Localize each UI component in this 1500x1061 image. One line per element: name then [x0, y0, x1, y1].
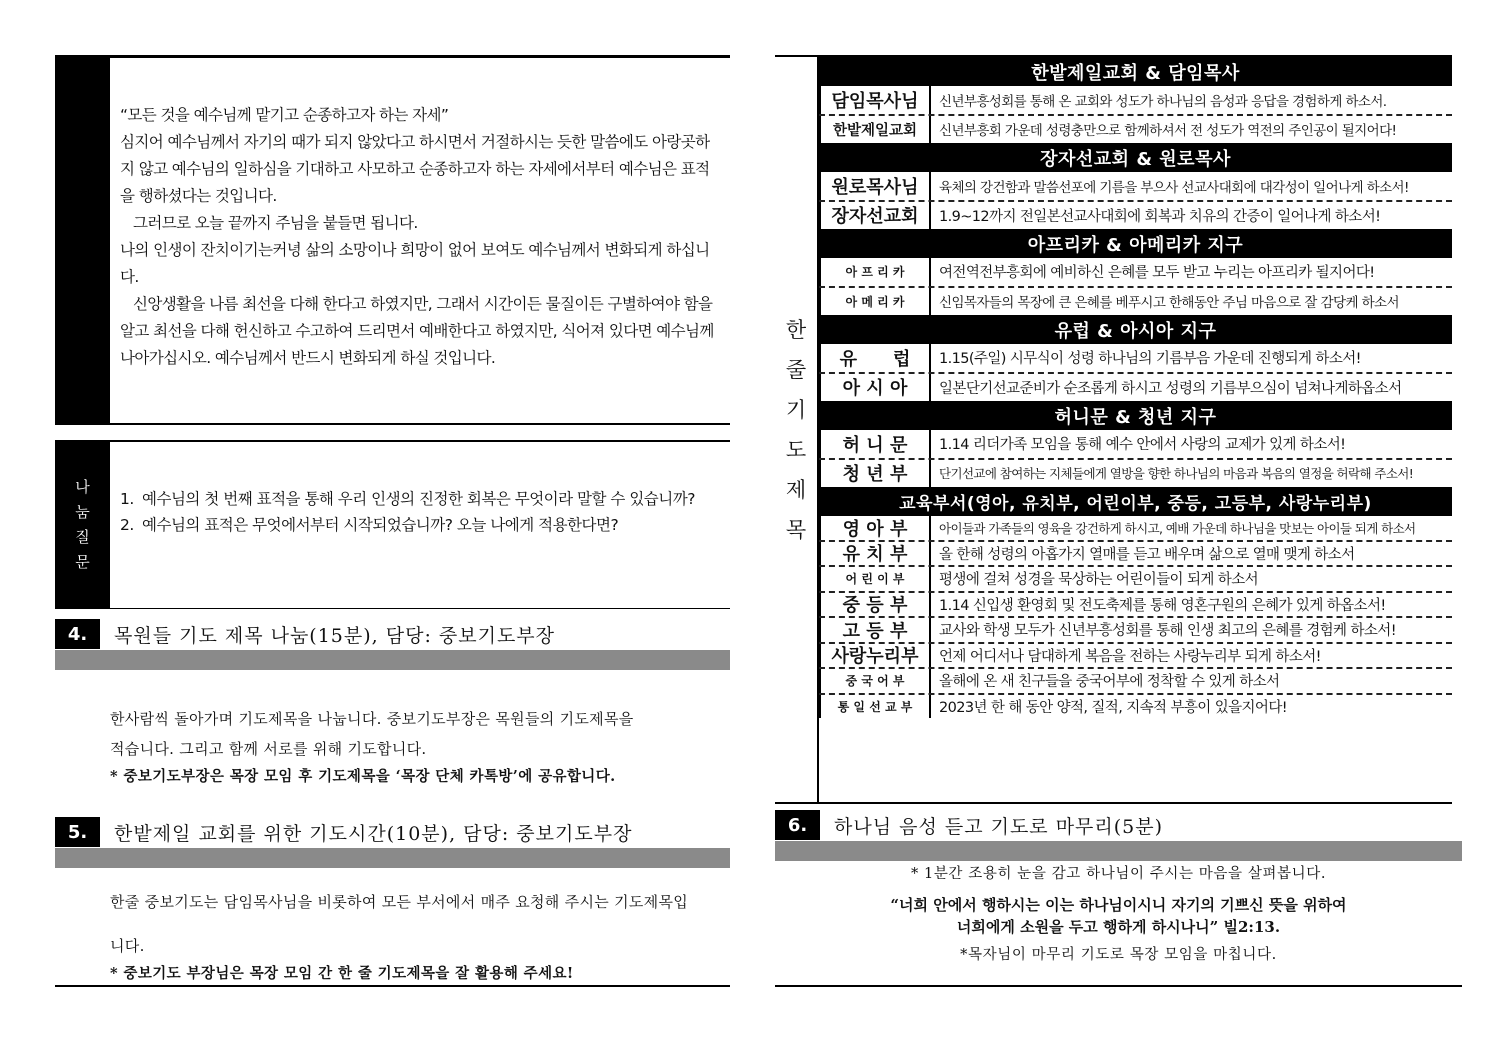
sharing-questions-box	[55, 440, 730, 609]
side-char: 나	[75, 478, 90, 496]
section-4-title: 목원들 기도 제목 나눔(15분), 담당: 중보기도부장	[114, 624, 556, 647]
prayer-row	[819, 695, 1452, 719]
prayer-row-text: 신임목자들의 목장에 큰 은혜를 베푸시고 한해동안 주님 마음으로 잘 감당케 하소서	[939, 295, 1399, 312]
section-6-number: 6.	[775, 810, 820, 840]
side-char: 기	[785, 397, 807, 422]
prayer-row-label: 유 치 부	[819, 542, 931, 566]
prayer-group-header: 아프리카 & 아메리카 지구	[819, 229, 1452, 258]
prayer-row-text: 아이들과 가족들의 영육을 강건하게 하시고, 예배 가운데 하나님을 맛보는 아이들 되게 하소서	[939, 520, 1416, 536]
prayer-row	[819, 288, 1452, 316]
section-5-body-line: 한줄 중보기도는 담임목사님을 비롯하여 모든 부서에서 매주 요청해 주시는 기도제목입	[110, 893, 689, 911]
prayer-row-label: 유 럽	[819, 344, 931, 372]
prayer-row-text: 언제 어디서나 담대하게 복음을 전하는 사랑누리부 되게 하소서!	[939, 648, 1321, 665]
meditation-paragraph: 심지어 예수님께서 자기의 때가 되지 않았다고 하시면서 거절하시는 듯한 말씀에도 아랑곳하지 않고 예수님의 일하심을 기대하고 사모하고 순종하고자 하는 자세에서부터 예수님은 표적을 행하셨다는 것입니다.	[120, 133, 710, 205]
question-number: 1.	[120, 490, 134, 508]
prayer-row	[819, 344, 1452, 374]
side-char: 도	[785, 437, 807, 462]
question-item	[120, 512, 720, 538]
section-5-note: * 중보기도 부장님은 목장 모임 간 한 줄 기도제목을 잘 활용해 주세요!	[110, 965, 574, 982]
section-5-bar	[55, 848, 730, 868]
question-item	[120, 486, 720, 512]
prayer-row-text: 1.15(주일) 시무식이 성령 하나님의 기름부음 가운데 진행되게 하소서!	[939, 351, 1361, 368]
section-4-note: * 중보기도부장은 목장 모임 후 기도제목을 ‘목장 단체 카톡방’에 공유합니다.	[110, 768, 616, 785]
left-bottom-rule	[55, 985, 730, 987]
prayer-row-text: 올해에 온 새 친구들을 중국어부에 정착할 수 있게 하소서	[939, 674, 1280, 691]
prayer-group-header: 허니문 & 청년 지구	[819, 401, 1452, 430]
prayer-row-text: 신년부흥회 가운데 성령충만으로 함께하셔서 전 성도가 역전의 주인공이 될지어다!	[939, 123, 1397, 140]
side-char: 한	[785, 317, 807, 342]
section-5-title: 한밭제일 교회를 위한 기도시간(10분), 담당: 중보기도부장	[114, 822, 633, 845]
verse-line: 너희에게 소원을 두고 행하게 하시나니” 빌2:13.	[956, 918, 1281, 936]
sharing-questions-label	[55, 442, 110, 608]
prayer-row	[819, 644, 1452, 670]
prayer-row-text: 2023년 한 해 동안 양적, 질적, 지속적 부흥이 있을지어다!	[939, 699, 1287, 716]
prayer-group-header: 장자선교회 & 원로목사	[819, 143, 1452, 172]
prayer-row-label: 한밭제일교회	[819, 116, 931, 144]
section-6-bar	[775, 841, 1462, 861]
prayer-row	[819, 116, 1452, 144]
prayer-row	[819, 172, 1452, 202]
prayer-row-label: 장자선교회	[819, 202, 931, 230]
section-6-header	[775, 810, 1462, 861]
prayer-row-label: 담임목사님	[819, 86, 931, 114]
prayer-row	[819, 593, 1452, 619]
section-4-body-line: 한사람씩 돌아가며 기도제목을 나눕니다. 중보기도부장은 목원들의 기도제목을	[110, 710, 634, 728]
prayer-row-text: 일본단기선교준비가 순조롭게 하시고 성령의 기름부으심이 넘쳐나게하옵소서	[939, 380, 1402, 397]
section-5-header	[55, 817, 730, 868]
prayer-row-label: 아 메 리 카	[819, 288, 931, 316]
prayer-row-label: 허 니 문	[819, 430, 931, 458]
prayer-row-text: 평생에 걸쳐 성경을 묵상하는 어린이들이 되게 하소서	[939, 572, 1259, 589]
prayer-row	[819, 669, 1452, 695]
section-5-number: 5.	[55, 817, 100, 847]
prayer-row-text: 교사와 학생 모두가 신년부흥성회를 통해 인생 최고의 은혜를 경험케 하소서!	[939, 623, 1396, 640]
section-5-body-line: 니다.	[110, 937, 145, 955]
prayer-list-box	[775, 55, 1452, 804]
meditation-paragraph: “모든 것을 예수님께 맡기고 순종하고자 하는 자세”	[120, 106, 449, 124]
prayer-row	[819, 542, 1452, 568]
meditation-paragraph: 나의 인생이 잔치이기는커녕 삶의 소망이나 희망이 없어 보여도 예수님께서 변화되게 하십니다.	[120, 241, 710, 286]
prayer-row-label: 청 년 부	[819, 460, 931, 488]
prayer-list-table	[819, 57, 1452, 802]
prayer-row	[819, 460, 1452, 488]
prayer-row-text: 단기선교에 참여하는 지체들에게 열방을 향한 하나님의 마음과 복음의 열정을 허락해 주소서!	[939, 466, 1414, 482]
prayer-row-text: 1.14 리더가족 모임을 통해 예수 안에서 사랑의 교제가 있게 하소서!	[939, 437, 1346, 454]
prayer-row-text: 올 한해 성령의 아홉가지 열매를 듣고 배우며 삶으로 열매 맺게 하소서	[939, 546, 1355, 563]
prayer-row-label: 중 등 부	[819, 593, 931, 617]
side-char: 목	[785, 517, 807, 542]
question-text: 예수님의 첫 번째 표적을 통해 우리 인생의 진정한 회복은 무엇이라 말할 수 있습니까?	[142, 490, 695, 508]
prayer-row-text: 여전역전부흥회에 예비하신 은혜를 모두 받고 누리는 아프리카 될지어다!	[939, 265, 1375, 282]
section-4-bar	[55, 650, 730, 670]
meditation-text	[120, 102, 720, 372]
question-number: 2.	[120, 516, 134, 534]
prayer-group-header: 유럽 & 아시아 지구	[819, 315, 1452, 344]
prayer-row-label: 영 아 부	[819, 516, 931, 540]
meditation-side-bar	[55, 58, 110, 423]
prayer-row-label: 어 린 이 부	[819, 567, 931, 591]
prayer-row	[819, 258, 1452, 288]
section-4-body	[110, 704, 730, 764]
meditation-box	[55, 55, 730, 425]
prayer-row-label: 통 일 선 교 부	[819, 695, 931, 719]
side-char: 문	[75, 553, 90, 571]
prayer-row	[819, 374, 1452, 402]
prayer-list-side-label	[775, 57, 819, 802]
prayer-row-label: 중 국 어 부	[819, 669, 931, 693]
prayer-group-header: 한밭제일교회 & 담임목사	[819, 57, 1452, 86]
prayer-row-text: 1.9~12까지 전일본선교사대회에 회복과 치유의 간증이 일어나게 하소서!	[939, 208, 1381, 225]
prayer-row-label: 아 시 아	[819, 374, 931, 402]
prayer-row-label: 고 등 부	[819, 618, 931, 642]
prayer-group-header: 교육부서(영아, 유치부, 어린이부, 중등, 고등부, 사랑누리부)	[819, 487, 1452, 516]
section-4-body-line: 적습니다. 그리고 함께 서로를 위해 기도합니다.	[110, 740, 427, 758]
prayer-row-text: 육체의 강건함과 말씀선포에 기름을 부으사 선교사대회에 대각성이 일어나게 하소서!	[939, 179, 1409, 196]
side-char: 질	[75, 528, 90, 546]
section-6-closing: *목자님이 마무리 기도로 목장 모임을 마칩니다.	[960, 947, 1277, 963]
prayer-row	[819, 86, 1452, 116]
question-list	[120, 486, 720, 538]
prayer-row	[819, 618, 1452, 644]
prayer-row-text: 신년부흥성회를 통해 온 교회와 성도가 하나님의 음성과 응답을 경험하게 하소서.	[939, 93, 1387, 110]
meditation-paragraph: 신앙생활을 나름 최선을 다해 한다고 하였지만, 그래서 시간이든 물질이든 구별하여야 함을 알고 최선을 다해 헌신하고 수고하여 드리면서 예배한다고 하였지만, 식어져 있다면 예수님께 나아가십시오. 예수님께서 반드시 변화되게 하실 것입니다.	[120, 295, 719, 367]
side-char: 제	[785, 477, 807, 502]
section-6-title: 하나님 음성 듣고 기도로 마무리(5분)	[834, 815, 1164, 838]
question-text: 예수님의 표적은 무엇에서부터 시작되었습니까? 오늘 나에게 적용한다면?	[142, 516, 619, 534]
prayer-row-label: 아 프 리 카	[819, 258, 931, 286]
meditation-paragraph: 그러므로 오늘 끝까지 주님을 붙들면 됩니다.	[120, 214, 418, 232]
side-char: 눔	[75, 503, 90, 521]
section-5-body	[110, 880, 730, 968]
right-bottom-rule	[775, 985, 1462, 987]
section-6-verse	[775, 894, 1462, 938]
prayer-row	[819, 202, 1452, 230]
section-6-instruction: * 1분간 조용히 눈을 감고 하나님이 주시는 마음을 살펴봅니다.	[910, 866, 1327, 882]
section-4-header	[55, 619, 730, 670]
prayer-row-label: 사랑누리부	[819, 644, 931, 668]
prayer-row	[819, 516, 1452, 542]
prayer-row-label: 원로목사님	[819, 172, 931, 200]
verse-line: “너희 안에서 행하시는 이는 하나님이시니 자기의 기쁘신 뜻을 위하여	[890, 896, 1347, 914]
prayer-row-text: 1.14 신입생 환영회 및 전도축제를 통해 영혼구원의 은혜가 있게 하옵소서!	[939, 597, 1386, 614]
section-4-number: 4.	[55, 619, 100, 649]
prayer-row	[819, 430, 1452, 460]
prayer-row	[819, 567, 1452, 593]
side-char: 줄	[785, 357, 807, 382]
